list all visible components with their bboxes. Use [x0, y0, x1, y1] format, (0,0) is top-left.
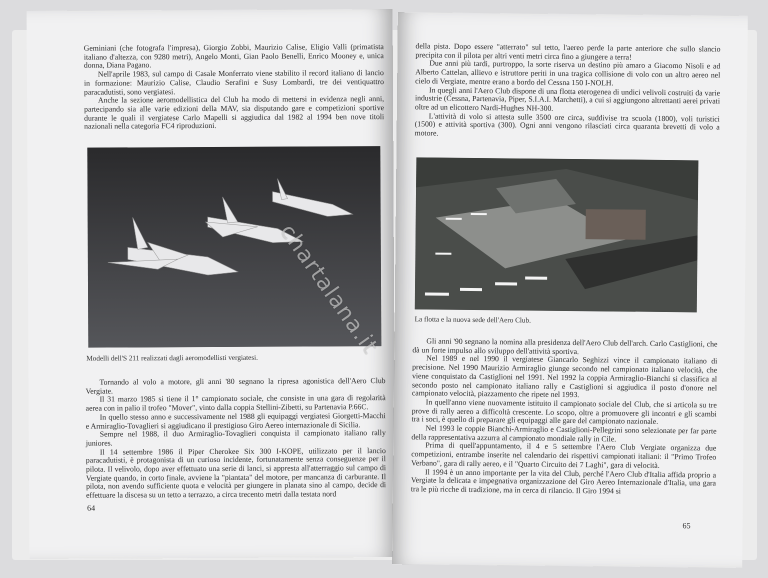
page-number: 65 — [682, 521, 691, 531]
paragraph: Nel 1993 le coppie Bianchi-Armiraglio e Castiglioni-Pellegrini sono selezionate per far parte della rappresentativa azzurra al campionato mondiale rally in Cile. — [411, 423, 717, 444]
left-top-text — [84, 43, 384, 132]
paragraph: della pista. Dopo essere "atterrato" sul tetto, l'aereo perde la parte anteriore che sullo slancio precipita con il pilota per altri venti metri circa fino a giungere a terra! — [415, 41, 721, 62]
paragraph: In quello stesso anno e successivamente nel 1988 gli equipaggi vergiatesi Giorgetti-Macchi e Armiraglio-Tovaglieri si aggiudicano il prestigioso Giro Aereo internazionale di Sicilia. — [85, 410, 386, 431]
paragraph: Geminiani (che fotografa l'impresa), Giorgio Zobbi, Maurizio Calise, Eligio Valli (primatista italiano d'altezza, con 9280 metri), Angelo Monti, Gian Paolo Benelli, Enrico Mooney e, unica donna, Diana Pagano. — [83, 42, 384, 71]
page-number: 64 — [87, 503, 96, 513]
paragraph: In quegli anni l'Aero Club dispone di una flotta eterogenea di undici velivoli costruiti da varie industrie (Cessna, Partenavia, Piper, S.I.A.I. Marchetti), a cui si aggiungono altrettanti aerei privati oltre ad un elicottero Nardi-Hughes NH-300. — [414, 85, 721, 113]
paragraph: Tornando al volo a motore, gli anni '80 segnano la ripresa agonistica dell'Aero Club Vergiate. — [85, 376, 386, 396]
paragraph: Il 31 marzo 1985 si tiene il 1° campionato sociale, che consiste in una gara di regolarità aerea con in palio il trofeo "Mover", vinto dalla coppia Stellini-Zibetti, su Partenavia P.66C. — [85, 393, 386, 413]
paragraph: Nel 1989 e nel 1990 il vergiatese Giancarlo Seghizzi vince il campionato italiano di precisione. Nel 1990 Maurizio Armiraglio giunge secondo nel campionato italiano velocità, che viene conquistato da Castiglioni nel 1991. Nel 1992 la coppia Armiraglio-Bianchi si classifica al secondo posto nel campionato italiano rally e Castiglioni si aggiudica il posto d'onore nel campionato velocità, piazzamento che ripete nel 1993. — [411, 353, 718, 400]
paragraph: In quell'anno viene nuovamente istituito il campionato sociale del Club, che si articola su tre prove di rally aereo a difficoltà crescente. Lo scopo, oltre a promuovere gli incontri e gli scambi tra i soci, è quello di preparare gli equipaggi alle gare del campionato nazionale. — [411, 397, 717, 427]
paragraph: Prima di quell'appuntamento, il 4 e 5 settembre l'Aero Club Vergiate organizza due competizioni, entrambe inserite nel calendario dei rispettivi campionati italiani: il "Primo Trofeo Verbano", gara di rally aereo, e il "Quarto Circuito dei 7 Laghi", gara di velocità. — [411, 440, 717, 470]
right-top-text — [415, 42, 721, 141]
watermark: chartalana.it — [274, 220, 383, 360]
paragraph: L'attività di volo si attesta sulle 3500 ore circa, suddivise tra scuola (1800), voli turistici (1500) e attività sportiva (300). Ogni anni vengono rilasciati circa quaranta brevetti di volo a motore. — [414, 111, 720, 138]
left-bottom-text — [85, 377, 386, 500]
paragraph: Il 1994 è un anno importante per la vita del Club, perché l'Aero Club d'Italia affida proprio a Vergiate la delicata e impegnativa organizzazione del Giro Aereo Internazionale d'Italia, una gara tra le più ricche di tradizione, ma in cerca di rilancio. Il Giro 1994 si — [410, 467, 717, 496]
paragraph: Sempre nel 1988, il duo Armiraglio-Tovaglieri conquista il campionato italiano rally juniores. — [85, 428, 386, 448]
paragraph: Nell'aprile 1983, sul campo di Casale Monferrato viene stabilito il record italiano di lancio in formazione: Maurizio Calise, Claudio Serafini e Susy Lombardi, tre dei ventiquattro paracadutisti, sono vergiatesi. — [83, 68, 384, 97]
right-bottom-text — [411, 337, 718, 497]
paragraph: Gli anni '90 segnano la nomina alla presidenza dell'Aero Club dell'arch. Carlo Castiglioni, che dà un forte impulso allo sviluppo dell'attività sportiva. — [412, 336, 718, 356]
paragraph: Due anni più tardi, purtroppo, la sorte riserva un destino più amaro a Giacomo Nisoli e ad Alberto Cattelan, allievo e istruttore periti in una tragica collisione di volo con un altro aereo nel cielo di Vergiate, mentre erano a bordo del Cessna 150 I-NOLH. — [415, 58, 721, 88]
photo-caption: La flotta e la nuova sede dell'Aero Club. — [414, 315, 531, 325]
aero-club-aerial-photo — [415, 157, 699, 312]
right-page — [392, 12, 748, 568]
paragraph: Il 14 settembre 1986 il Piper Cherokee Six 300 I-KOPE, utilizzato per il lancio paracadutisti, è protagonista di un curioso incidente, fortunatamente senza conseguenze per il pilota. Il velivolo, dopo aver effettuato una serie di lanci, si appresta all'atterraggio sul campo di Vergiate quando, in corto finale, avviene la "piantata" del motore, per mancanza di carburante. Il pilota, non avendo sufficiente quota e velocità per giungere in planata sino al campo, decide di effettuare la discesa su un tetto a terrazzo, a circa trecento metri dalla testata nord — [85, 445, 387, 500]
paragraph: Anche la sezione aeromodellistica del Club ha modo di mettersi in evidenza negli anni, partecipando sia alle varie edizioni della MAV, sia disputando gare e competizioni sportive durante le quali il vergiatese Carlo Mapelli si aggiudica dal 1982 al 1994 ben nove titoli nazionali nella categoria FC4 riproduzioni. — [84, 94, 385, 131]
photo-caption: Modelli dell'S 211 realizzati dagli aeromodellisti vergiatesi. — [86, 353, 258, 363]
